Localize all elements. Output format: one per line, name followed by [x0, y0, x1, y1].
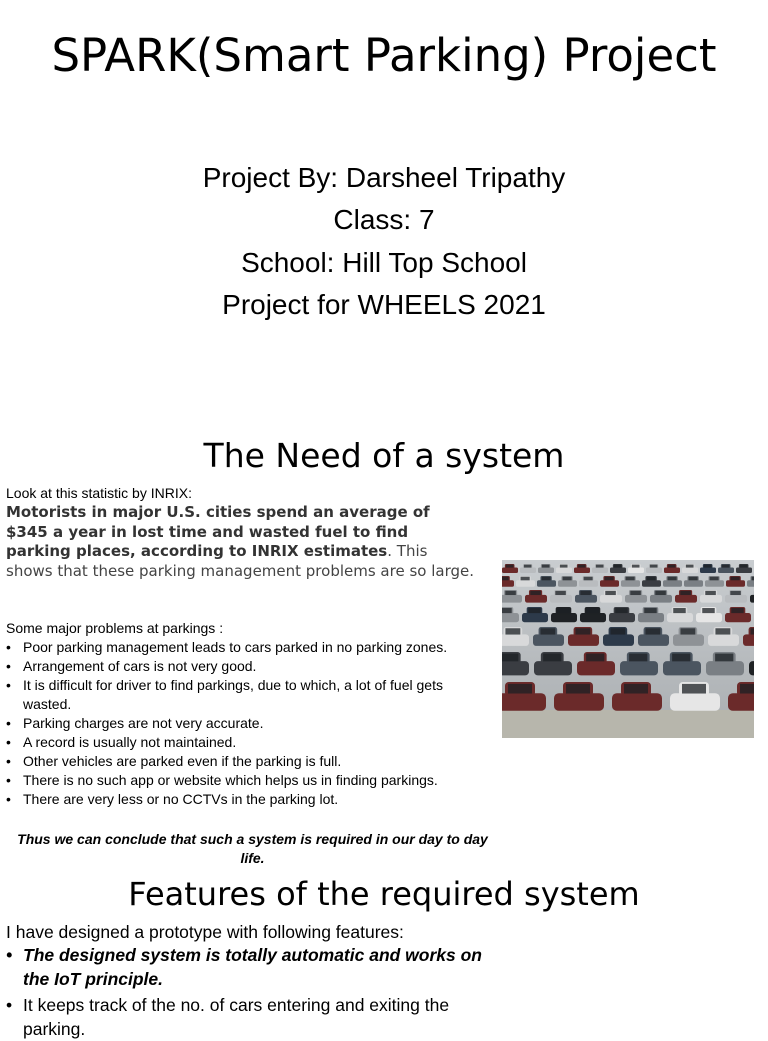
car-window [655, 591, 666, 595]
problems-heading: Some major problems at parkings : [6, 619, 486, 638]
car-body [749, 661, 754, 675]
car-window [542, 577, 551, 581]
class-info: Class: 7 [0, 199, 768, 241]
list-item: • Parking charges are not very accurate. [6, 714, 484, 733]
car-window [626, 577, 635, 581]
car-window [505, 628, 520, 634]
page-title: SPARK(Smart Parking) Project [0, 28, 768, 84]
car-window [730, 591, 741, 595]
car-window [605, 591, 616, 595]
car-window [629, 654, 647, 662]
list-item: • A record is usually not maintained. [6, 733, 484, 752]
car-window [614, 565, 622, 568]
car-window [731, 608, 743, 613]
statistic-rest: . This shows that these parking management problems are so large. [6, 542, 474, 580]
list-item: • Other vehicles are parked even if the parking is full. [6, 752, 484, 771]
car-window [715, 628, 730, 634]
car-window [610, 628, 625, 634]
list-item: • It keeps track of the no. of cars entering and exiting the parking. [6, 993, 496, 1041]
car-window [502, 577, 509, 581]
car-window [647, 577, 656, 581]
car-window [555, 591, 566, 595]
statistic-intro: Look at this statistic by INRIX: [6, 484, 486, 503]
features-list [6, 943, 496, 1041]
car-window [502, 608, 512, 613]
parking-lot-image [502, 560, 754, 738]
parking-lot-illustration [502, 560, 754, 738]
car-window [752, 577, 754, 581]
statistic-bold: Motorists in major U.S. cities spend an average of $345 a year in lost time and wasted fuel to find parking places, according to INRIX estimates [6, 503, 430, 560]
need-heading: The Need of a system [0, 434, 768, 478]
car-window [672, 654, 690, 662]
car-window [560, 565, 568, 568]
car-window [543, 654, 561, 662]
car-window [682, 684, 706, 694]
problems-list [6, 638, 484, 809]
project-for: Project for WHEELS 2021 [0, 284, 768, 326]
car-window [521, 577, 530, 581]
car-window [530, 591, 541, 595]
car-window [575, 628, 590, 634]
car-window [715, 654, 733, 662]
list-item: • Arrangement of cars is not very good. [6, 657, 484, 676]
car-window [624, 684, 648, 694]
car-window [704, 565, 712, 568]
list-item: • It is difficult for driver to find parkings, due to which, a lot of fuel gets wasted. [6, 676, 484, 714]
car-window [502, 654, 518, 662]
car-window [506, 565, 514, 568]
car-window [645, 628, 660, 634]
car-window [680, 628, 695, 634]
car-window [705, 591, 716, 595]
car-window [740, 684, 754, 694]
conclusion-text: Thus we can conclude that such a system is required in our day to day life. [10, 830, 495, 868]
car-window [542, 565, 550, 568]
list-item: • Poor parking management leads to cars parked in no parking zones. [6, 638, 484, 657]
car-window [689, 577, 698, 581]
car-window [605, 577, 614, 581]
car-window [650, 565, 658, 568]
car-window [586, 654, 604, 662]
car-window [563, 577, 572, 581]
car-window [680, 591, 691, 595]
car-window [710, 577, 719, 581]
project-by: Project By: Darsheel Tripathy [0, 157, 768, 199]
car-window [615, 608, 627, 613]
car-window [540, 628, 555, 634]
car-window [673, 608, 685, 613]
car-window [586, 608, 598, 613]
car-window [557, 608, 569, 613]
features-intro: I have designed a prototype with following features: [6, 920, 506, 944]
car-window [578, 565, 586, 568]
car-window [632, 565, 640, 568]
car-window [524, 565, 532, 568]
statistic-quote [6, 503, 476, 581]
car-window [644, 608, 656, 613]
list-item: • There is no such app or website which helps us in finding parkings. [6, 771, 484, 790]
car-window [731, 577, 740, 581]
school-info: School: Hill Top School [0, 242, 768, 284]
car-window [668, 577, 677, 581]
car-window [584, 577, 593, 581]
car-window [668, 565, 676, 568]
car-window [580, 591, 591, 595]
list-item: • The designed system is totally automatic and works on the IoT principle. [6, 943, 496, 991]
car-window [596, 565, 604, 568]
car-window [566, 684, 590, 694]
features-heading: Features of the required system [0, 872, 768, 916]
car-window [528, 608, 540, 613]
car-window [740, 565, 748, 568]
car-window [630, 591, 641, 595]
car-body [750, 595, 754, 603]
list-item: • There are very less or no CCTVs in the parking lot. [6, 790, 484, 809]
car-window [508, 684, 532, 694]
car-window [722, 565, 730, 568]
car-window [686, 565, 694, 568]
car-window [702, 608, 714, 613]
car-window [750, 628, 754, 634]
car-window [505, 591, 516, 595]
